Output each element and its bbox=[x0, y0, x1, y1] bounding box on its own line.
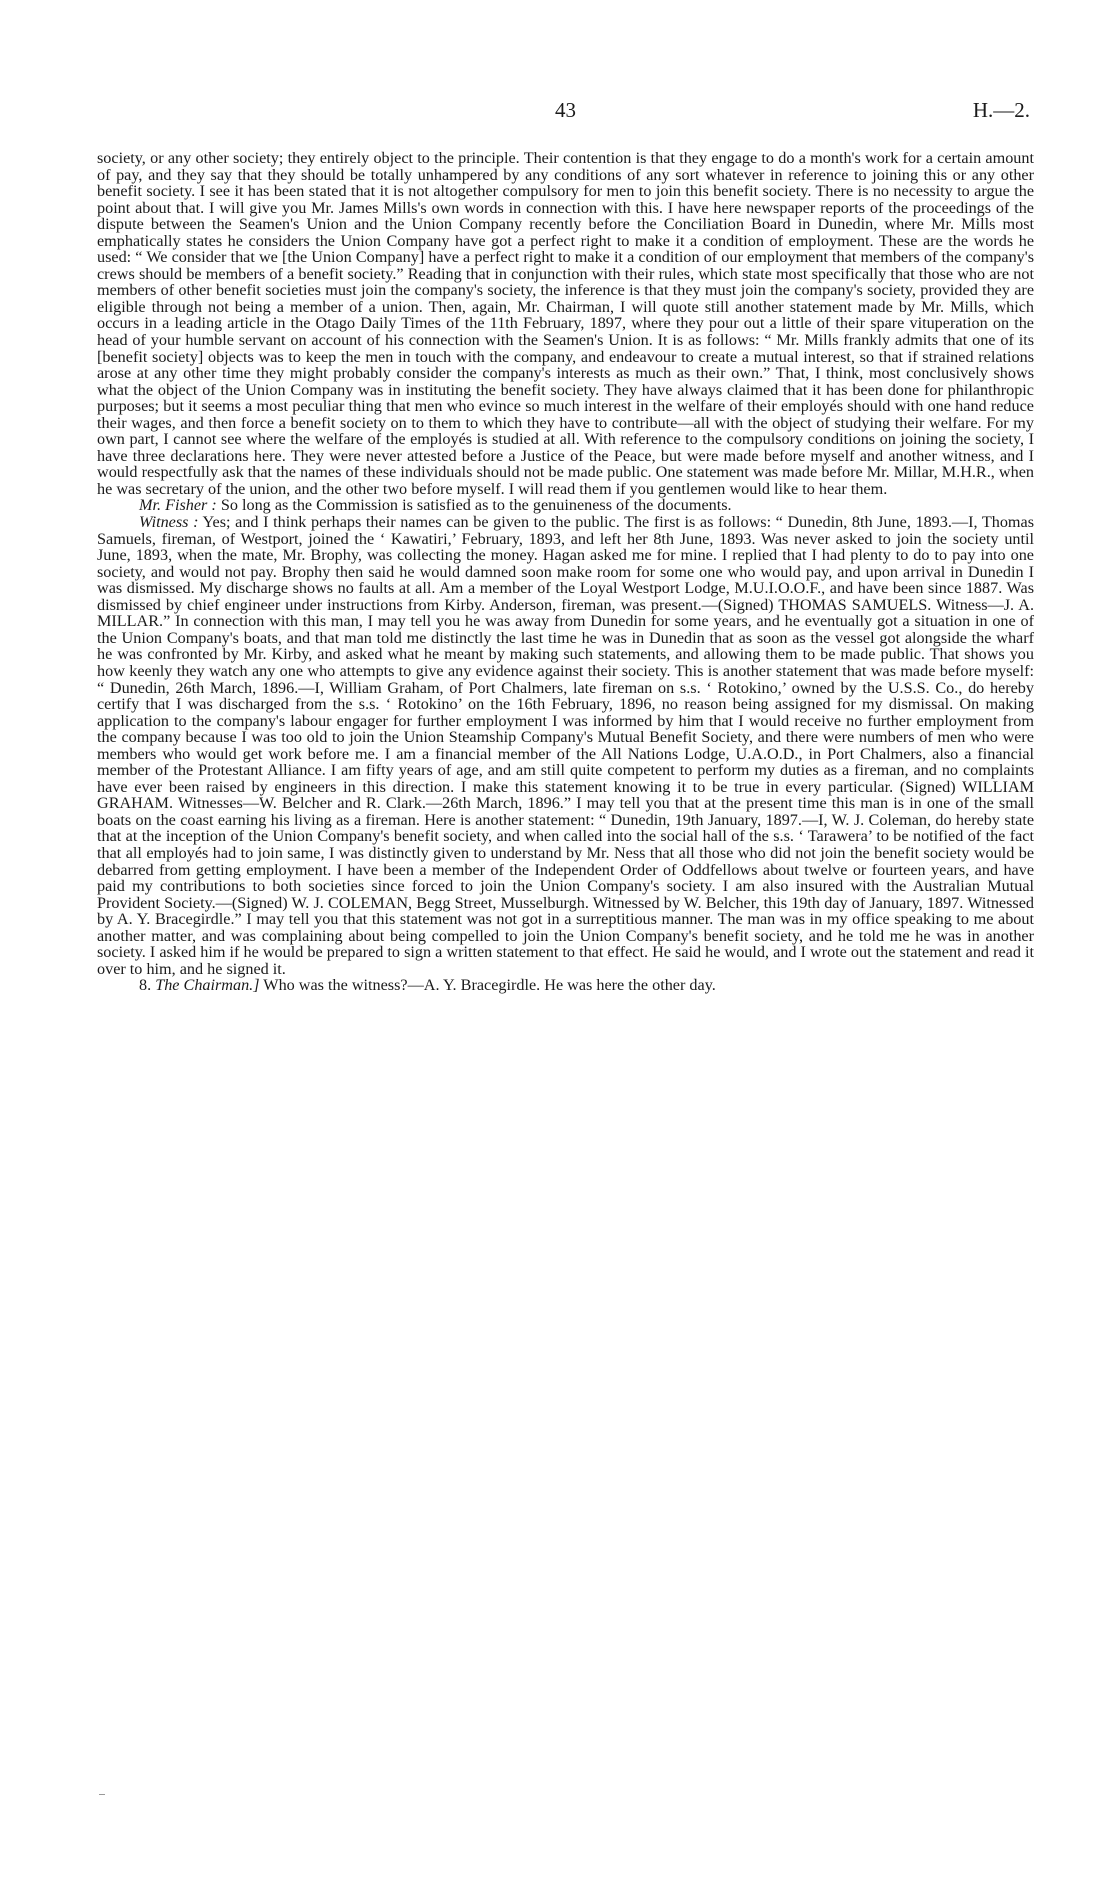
paragraph-mr-fisher bbox=[97, 497, 1034, 514]
body-text bbox=[97, 150, 1034, 994]
stray-mark bbox=[99, 1794, 105, 1795]
question-number: 8. bbox=[139, 976, 152, 995]
paragraph-text: So long as the Commission is satisfied as to the genuineness of the documents. bbox=[216, 496, 732, 515]
paragraph-witness bbox=[97, 514, 1034, 977]
paragraph-continued bbox=[97, 150, 1034, 497]
paragraph-text: Who was the witness?—A. Y. Bracegirdle. He was here the other day. bbox=[259, 976, 716, 995]
speaker-label: Mr. Fisher : bbox=[139, 496, 217, 515]
document-reference: H.—2. bbox=[972, 98, 1030, 122]
paragraph-text: Yes; and I think perhaps their names can be given to the public. The first is as follows: “ Dunedin, 8th June, 1893.—I, Thomas Samuels, fireman, of Westport, joined the ‘ Kawatiri,’ February, 1893, and left her 8th June, 1893. Was never asked to join the society until June, 1893, when the mate, Mr. Brophy, was collecting the money. Hagan asked me for mine. I replied that I had plenty to do to pay into one society, and would not pay. Brophy then said he would damned soon make room for some one who would pay, and upon arrival in Dunedin I was dismissed. My discharge shows no faults at all. Am a member of the Loyal Westport Lodge, M.U.I.O.O.F., and have been since 1887. Was dismissed by chief engineer under instructions from Kirby. Anderson, fireman, was present.—(Signed) THOMAS SAMUELS. Witness—J. A. MILLAR.” In connection with this man, I may tell you he was away from Dunedin for some years, and he eventually got a situation in one of the Union Company's boats, and that man told me distinctly the last time he was in Dunedin that as soon as the vessel got alongside the wharf he was confronted by Mr. Kirby, and asked what he meant by making such statements, and allowing them to be made public. That shows you how keenly they watch any one who attempts to give any evidence against their society. This is another statement that was made before myself: “ Dunedin, 26th March, 1896.—I, William Graham, of Port Chalmers, late fireman on s.s. ‘ Rotokino,’ owned by the U.S.S. Co., do hereby certify that I was discharged from the s.s. ‘ Rotokino’ on the 16th February, 1896, no reason being assigned for my dismissal. On making application to the company's labour engager for further employment I was informed by him that I would receive no further employment from the company because I was too old to join the Union Steamship Company's Mutual Benefit Society, and there were numbers of men who were members who would get work before me. I am a financial member of the All Nations Lodge, U.A.O.D., in Port Chalmers, also a financial member of the Protestant Alliance. I am fifty years of age, and am still quite competent to perform my duties as a fireman, and no complaints have ever been raised by engineers in this direction. I make this statement knowing it to be true in every particular. (Signed) WILLIAM GRAHAM. Witnesses—W. Belcher and R. Clark.—26th March, 1896.” I may tell you that at the present time this man is in one of the small boats on the coast earning his living as a fireman. Here is another statement: “ Dunedin, 19th January, 1897.—I, W. J. Coleman, do hereby state that at the inception of the Union Company's benefit society, and when called into the social hall of the s.s. ‘ Tarawera’ to be notified of the fact that all employés had to join same, I was distinctly given to understand by Mr. Ness that all those who did not join the benefit society would be debarred from getting employment. I have been a member of the Independent Order of Oddfellows about twelve or fourteen years, and have paid my contributions to both societies since forced to join the Union Company's society. I am also insured with the Australian Mutual Provident Society.—(Signed) W. J. COLEMAN, Begg Street, Musselburgh. Witnessed by W. Belcher, this 19th day of January, 1897. Witnessed by A. Y. Bracegirdle.” I may tell you that this statement was not got in a surreptitious manner. The man was in my office speaking to me about another matter, and was complaining about being compelled to join the Union Company's benefit society, and he told me he was in another society. I asked him if he would be prepared to sign a written statement to that effect. He said he would, and I wrote out the statement and read it over to him, and he signed it. bbox=[97, 513, 1034, 978]
paragraph-question-8 bbox=[97, 977, 1034, 994]
speaker-label: Witness : bbox=[139, 513, 199, 532]
page-number: 43 bbox=[555, 98, 576, 122]
paragraph-text: society, or any other society; they entirely object to the principle. Their contention is that they engage to do a month's work for a certain amount of pay, and they say that they should be totally unhampered by any conditions of any sort whatever in reference to joining this or any other benefit society. I see it has been stated that it is not altogether compulsory for men to join this benefit society. There is no necessity to argue the point about that. I will give you Mr. James Mills's own words in connection with this. I have here newspaper reports of the proceedings of the dispute between the Seamen's Union and the Union Company recently before the Conciliation Board in Dunedin, where Mr. Mills most emphatically states he considers the Union Company have got a perfect right to make it a condition of employment. These are the words he used: “ We consider that we [the Union Company] have a perfect right to make it a condition of our employment that members of the company's crews should be members of a benefit society.” Reading that in conjunction with their rules, which state most specifically that those who are not members of other benefit societies must join the company's society, the inference is that they must join the company's society, provided they are eligible through not being a member of a union. Then, again, Mr. Chairman, I will quote still another statement made by Mr. Mills, which occurs in a leading article in the Otago Daily Times of the 11th February, 1897, where they pour out a little of their spare vituperation on the head of your humble servant on account of his connection with the Seamen's Union. It is as follows: “ Mr. Mills frankly admits that one of its [benefit society] objects was to keep the men in touch with the company, and endeavour to create a mutual interest, so that if strained relations arose at any other time they might probably consider the company's interests as much as their own.” That, I think, most conclusively shows what the object of the Union Company was in instituting the benefit society. They have always claimed that it has been done for philanthropic purposes; but it seems a most peculiar thing that men who evince so much interest in the welfare of their employés should with one hand reduce their wages, and then force a benefit society on to them to which they have to contribute—all with the object of studying their welfare. For my own part, I cannot see where the welfare of the employés is studied at all. With reference to the compulsory conditions on joining the society, I have three declarations here. They were never attested before a Justice of the Peace, but were made before myself and another witness, and I would respectfully ask that the names of these individuals should not be made public. One statement was made before Mr. Millar, M.H.R., when he was secretary of the union, and the other two before myself. I will read them if you gentlemen would like to hear them. bbox=[97, 149, 1034, 498]
speaker-label: The Chairman.] bbox=[155, 976, 260, 995]
page-header bbox=[0, 98, 1114, 128]
